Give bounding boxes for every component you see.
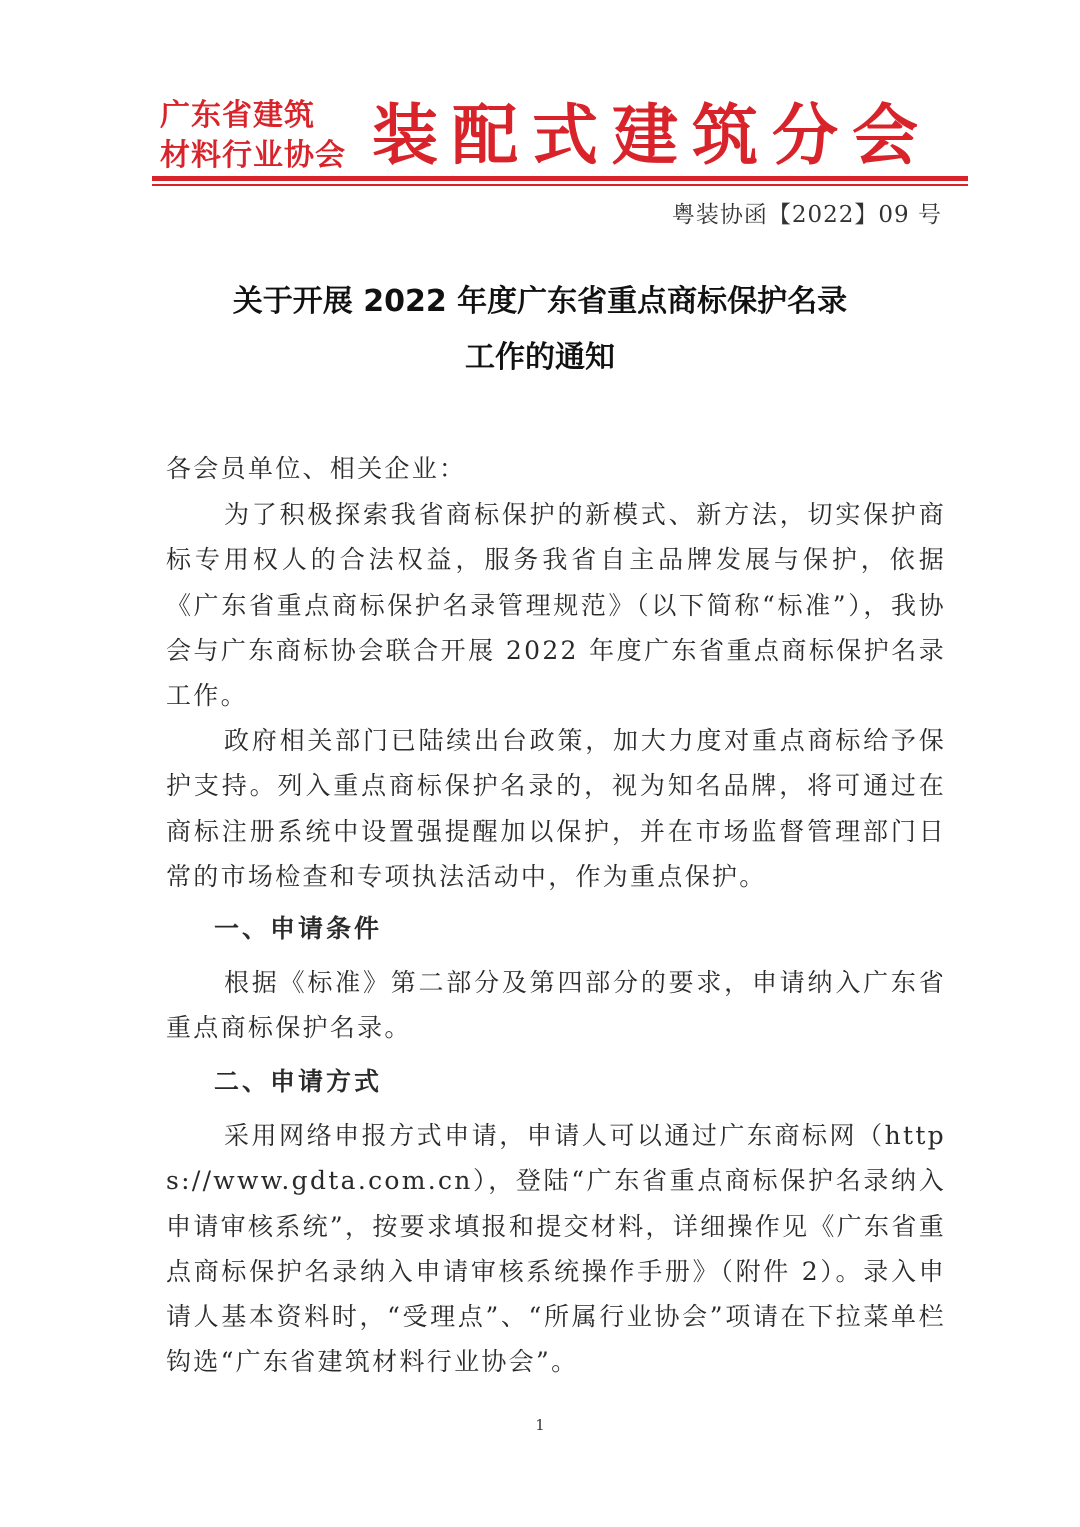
document-title-line1: 关于开展 2022 年度广东省重点商标保护名录 (232, 284, 848, 319)
paragraph-purpose: 为了积极探索我省商标保护的新模式、新方法，切实保护商标专用权人的合法权益，服务我省自主品牌发展与保护，依据《广东省重点商标保护名录管理规范》（以下简称“标准”），我协会与广东商标协会联合开展 2022 年度广东省重点商标保护名录工作。 (166, 500, 946, 711)
letterhead-org-line2: 材料行业协会 (160, 138, 346, 173)
document-number: 粤装协函【2022】09 号 (671, 202, 942, 228)
page-number: 1 (535, 1416, 545, 1434)
letterhead-branch-name: 装配式建筑分会 (372, 97, 932, 174)
section-heading-method: 二、申请方式 (214, 1067, 383, 1096)
letterhead-rule-thin (152, 184, 968, 186)
salutation: 各会员单位、相关企业： (166, 454, 467, 483)
paragraph-policy: 政府相关部门已陆续出台政策，加大力度对重点商标给予保护支持。列入重点商标保护名录的，视为知名品牌，将可通过在商标注册系统中设置强提醒加以保护，并在市场监督管理部门日常的市场检查和专项执法活动中，作为重点保护。 (166, 726, 946, 891)
paragraph-method: 采用网络申报方式申请，申请人可以通过广东商标网（https://www.gdta.com.cn），登陆“广东省重点商标保护名录纳入申请审核系统”，按要求填报和提交材料，详细操作见《广东省重点商标保护名录纳入申请审核系统操作手册》（附件 2）。录入申请人基本资料时，“受理点”、“所属行业协会”项请在下拉菜单栏钩选“广东省建筑材料行业协会”。 (166, 1121, 946, 1377)
document-title-line2: 工作的通知 (465, 340, 615, 375)
letterhead-org-name (160, 96, 360, 176)
section-heading-conditions: 一、申请条件 (214, 914, 383, 943)
letterhead-org-line1: 广东省建筑 (160, 98, 315, 133)
letterhead-rule-thick (152, 176, 968, 181)
paragraph-conditions: 根据《标准》第二部分及第四部分的要求，申请纳入广东省重点商标保护名录。 (166, 968, 946, 1043)
